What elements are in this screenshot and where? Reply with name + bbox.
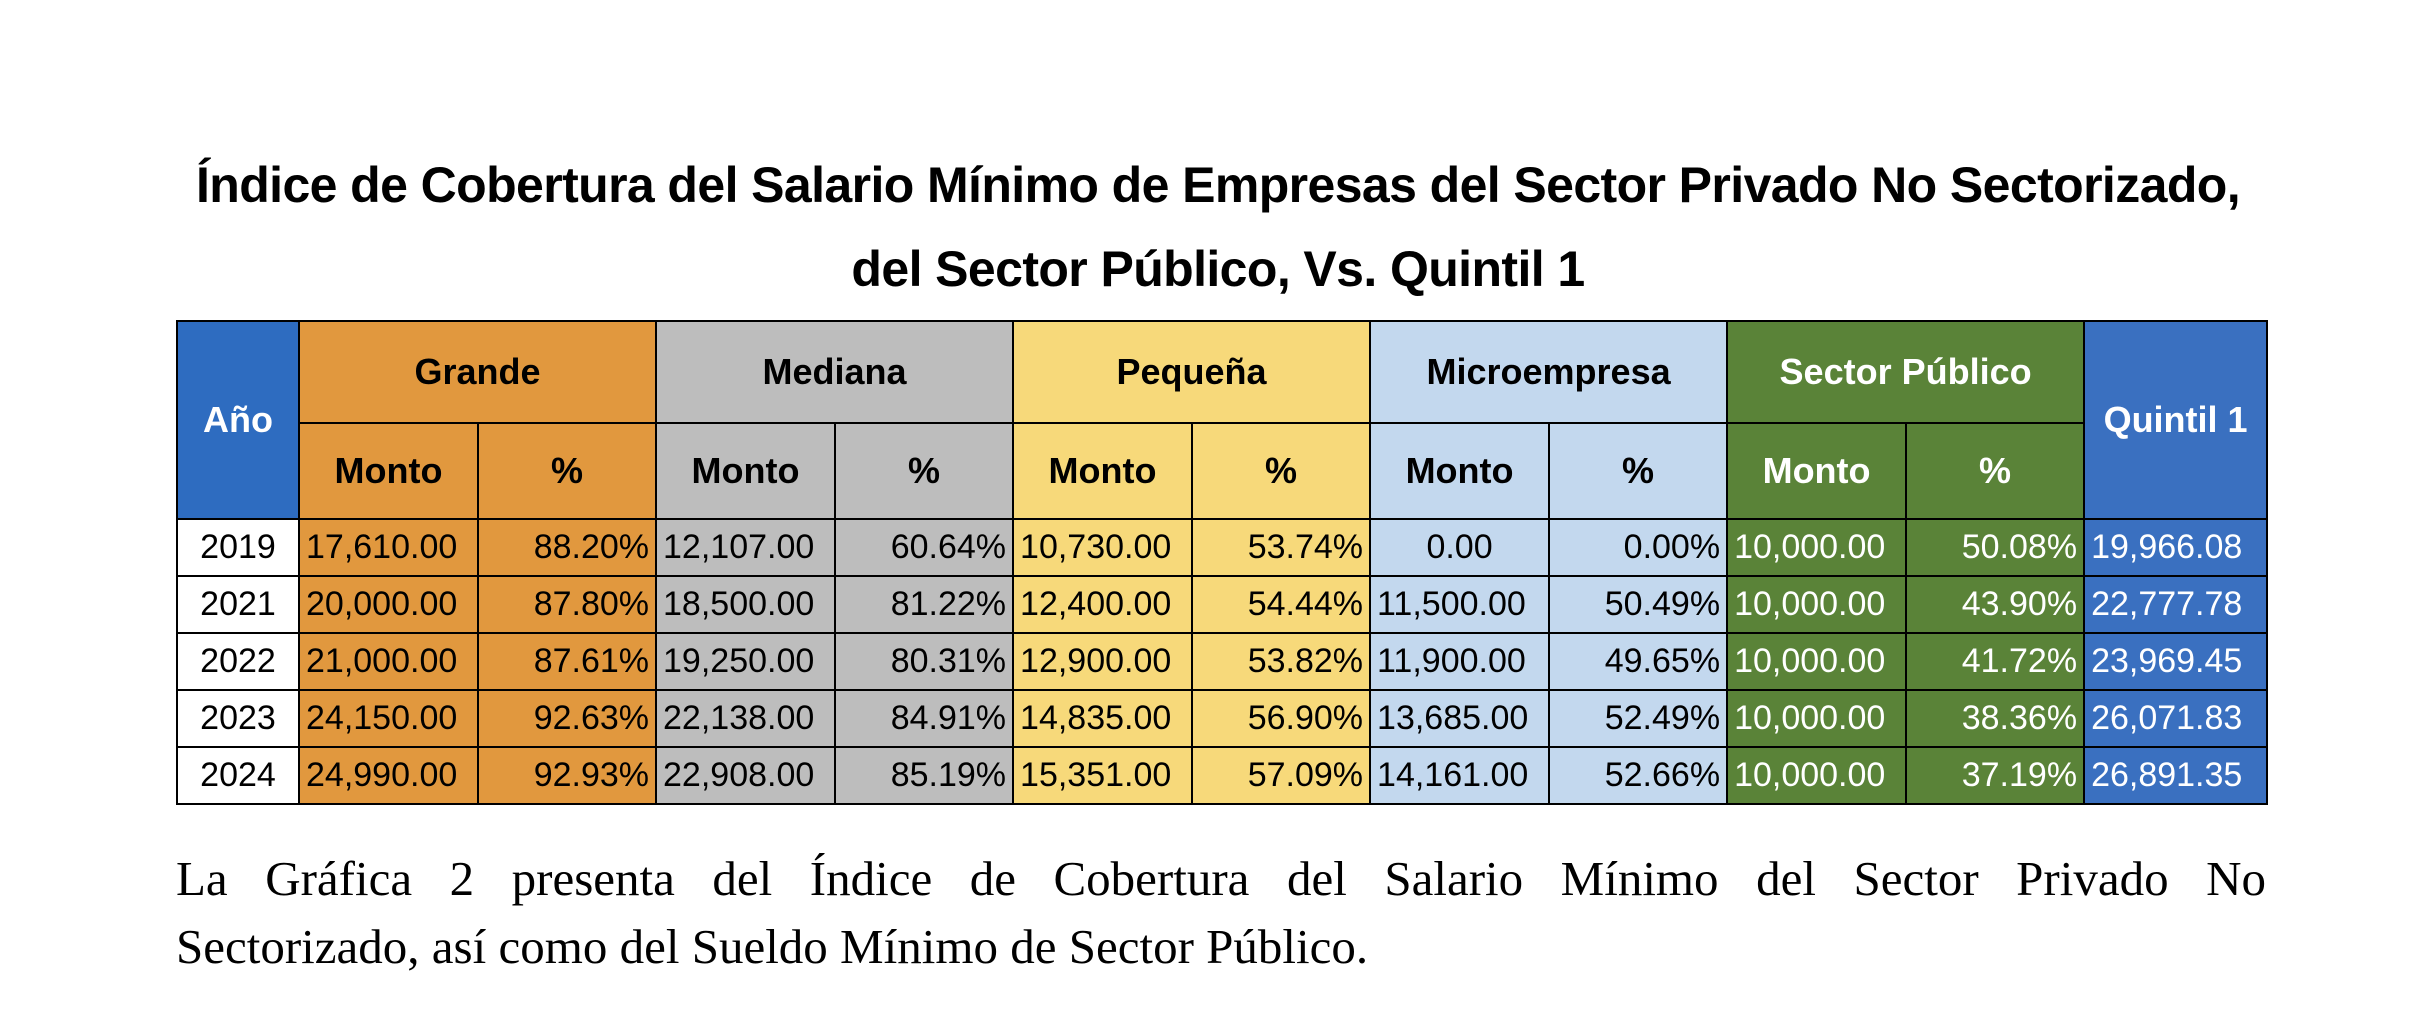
table-row xyxy=(177,690,2267,747)
cell-year: 2024 xyxy=(177,747,299,804)
cell-publico-pct: 38.36% xyxy=(1906,690,2084,747)
cell-pequena-pct: 56.90% xyxy=(1192,690,1370,747)
cell-grande-monto: 17,610.00 xyxy=(299,519,478,576)
paragraph-line-2: Sectorizado, así como del Sueldo Mínimo de Sector Público. xyxy=(176,919,1369,974)
subheader-monto: Monto xyxy=(656,423,835,519)
cell-micro-monto: 11,900.00 xyxy=(1370,633,1549,690)
cell-micro-pct: 52.49% xyxy=(1549,690,1727,747)
cell-quintil: 26,071.83 xyxy=(2084,690,2267,747)
header-year: Año xyxy=(177,321,299,519)
cell-grande-pct: 88.20% xyxy=(478,519,656,576)
document-title-line-1: Índice de Cobertura del Salario Mínimo de Empresas del Sector Privado No Sectorizado, xyxy=(196,157,2240,213)
cell-micro-monto: 14,161.00 xyxy=(1370,747,1549,804)
table-row xyxy=(177,576,2267,633)
cell-pequena-pct: 53.74% xyxy=(1192,519,1370,576)
cell-publico-monto: 10,000.00 xyxy=(1727,633,1906,690)
cell-micro-pct: 49.65% xyxy=(1549,633,1727,690)
document-title-line-2: del Sector Público, Vs. Quintil 1 xyxy=(851,241,1585,297)
cell-grande-pct: 87.80% xyxy=(478,576,656,633)
cell-publico-pct: 37.19% xyxy=(1906,747,2084,804)
header-grande: Grande xyxy=(299,321,656,423)
cell-micro-pct: 52.66% xyxy=(1549,747,1727,804)
cell-pequena-pct: 57.09% xyxy=(1192,747,1370,804)
cell-mediana-pct: 85.19% xyxy=(835,747,1013,804)
table-subheader-row xyxy=(177,423,2267,519)
header-pequena: Pequeña xyxy=(1013,321,1370,423)
header-mediana: Mediana xyxy=(656,321,1013,423)
subheader-monto: Monto xyxy=(1727,423,1906,519)
cell-pequena-monto: 10,730.00 xyxy=(1013,519,1192,576)
cell-mediana-pct: 84.91% xyxy=(835,690,1013,747)
cell-mediana-monto: 18,500.00 xyxy=(656,576,835,633)
cell-publico-pct: 43.90% xyxy=(1906,576,2084,633)
cell-year: 2021 xyxy=(177,576,299,633)
cell-micro-pct: 50.49% xyxy=(1549,576,1727,633)
table-header-row xyxy=(177,321,2267,423)
cell-publico-pct: 41.72% xyxy=(1906,633,2084,690)
cell-year: 2023 xyxy=(177,690,299,747)
cell-micro-monto: 13,685.00 xyxy=(1370,690,1549,747)
cell-year: 2022 xyxy=(177,633,299,690)
header-sector-publico: Sector Público xyxy=(1727,321,2084,423)
cell-micro-monto: 11,500.00 xyxy=(1370,576,1549,633)
cell-mediana-monto: 19,250.00 xyxy=(656,633,835,690)
cell-pequena-pct: 53.82% xyxy=(1192,633,1370,690)
cell-year: 2019 xyxy=(177,519,299,576)
table-row xyxy=(177,519,2267,576)
cell-mediana-monto: 22,908.00 xyxy=(656,747,835,804)
cell-pequena-monto: 14,835.00 xyxy=(1013,690,1192,747)
table-row xyxy=(177,633,2267,690)
cell-mediana-monto: 12,107.00 xyxy=(656,519,835,576)
cell-publico-monto: 10,000.00 xyxy=(1727,690,1906,747)
cell-pequena-monto: 12,900.00 xyxy=(1013,633,1192,690)
cell-publico-monto: 10,000.00 xyxy=(1727,747,1906,804)
cell-grande-pct: 87.61% xyxy=(478,633,656,690)
subheader-monto: Monto xyxy=(1013,423,1192,519)
cell-publico-monto: 10,000.00 xyxy=(1727,576,1906,633)
cell-quintil: 26,891.35 xyxy=(2084,747,2267,804)
cell-grande-monto: 24,150.00 xyxy=(299,690,478,747)
cell-mediana-pct: 80.31% xyxy=(835,633,1013,690)
coverage-table xyxy=(176,320,2268,805)
subheader-pct: % xyxy=(1549,423,1727,519)
cell-publico-pct: 50.08% xyxy=(1906,519,2084,576)
cell-mediana-pct: 60.64% xyxy=(835,519,1013,576)
cell-pequena-pct: 54.44% xyxy=(1192,576,1370,633)
header-quintil-1: Quintil 1 xyxy=(2084,321,2267,519)
cell-publico-monto: 10,000.00 xyxy=(1727,519,1906,576)
subheader-pct: % xyxy=(1906,423,2084,519)
cell-grande-monto: 21,000.00 xyxy=(299,633,478,690)
subheader-pct: % xyxy=(1192,423,1370,519)
cell-micro-pct: 0.00% xyxy=(1549,519,1727,576)
cell-micro-monto: 0.00 xyxy=(1370,519,1549,576)
subheader-monto: Monto xyxy=(299,423,478,519)
cell-grande-monto: 24,990.00 xyxy=(299,747,478,804)
cell-quintil: 23,969.45 xyxy=(2084,633,2267,690)
cell-quintil: 22,777.78 xyxy=(2084,576,2267,633)
header-microempresa: Microempresa xyxy=(1370,321,1727,423)
cell-pequena-monto: 15,351.00 xyxy=(1013,747,1192,804)
subheader-pct: % xyxy=(478,423,656,519)
cell-mediana-monto: 22,138.00 xyxy=(656,690,835,747)
table-row xyxy=(177,747,2267,804)
cell-pequena-monto: 12,400.00 xyxy=(1013,576,1192,633)
subheader-monto: Monto xyxy=(1370,423,1549,519)
paragraph-line-1: La Gráfica 2 presenta del Índice de Cobertura del Salario Mínimo del Sector Privado No xyxy=(176,851,2266,906)
cell-quintil: 19,966.08 xyxy=(2084,519,2267,576)
cell-grande-monto: 20,000.00 xyxy=(299,576,478,633)
body-paragraph xyxy=(176,845,2266,981)
subheader-pct: % xyxy=(835,423,1013,519)
cell-grande-pct: 92.63% xyxy=(478,690,656,747)
cell-mediana-pct: 81.22% xyxy=(835,576,1013,633)
cell-grande-pct: 92.93% xyxy=(478,747,656,804)
